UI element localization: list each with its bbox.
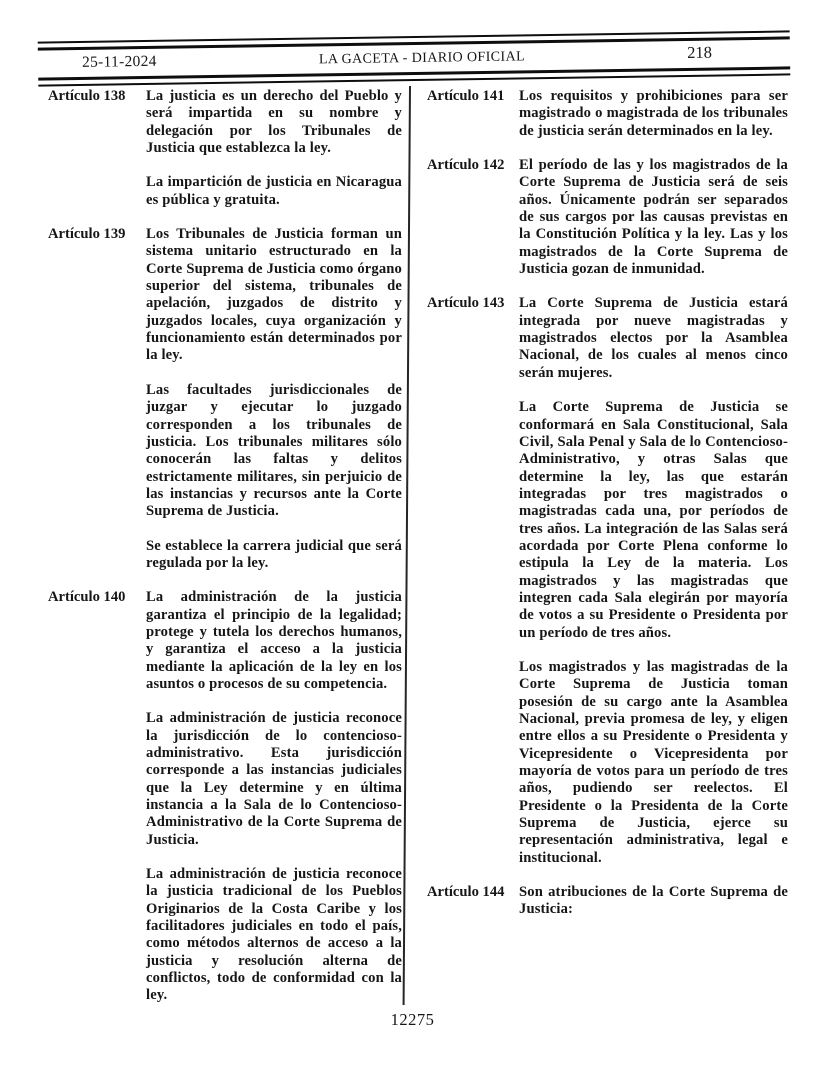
right-column (427, 88, 788, 919)
article-paragraph: Los magistrados y las magistradas de la Corte Suprema de Justicia toman posesión de su cargo ante la Asamblea Nacional, previa promesa de ley, y eligen entre ellos a su Presidente o Presidenta y Vicepresidente o Vicepresidenta por mayoría de votos para un período de tres años, pudiendo ser reelectos. El Presidente o la Presidenta de la Corte Suprema de Justicia, ejerce su representación administrativa, legal e institucional. (519, 658, 788, 866)
article-body (146, 226, 402, 572)
article-paragraph: Los Tribunales de Justicia forman un sistema unitario estructurado en la Corte Suprema de Justicia como órgano superior del sistema, tribunales de apelación, juzgados de distrito y juzgados locales, cuya organización y funcionamiento están determinados por la ley. (146, 226, 402, 364)
article-body (146, 589, 402, 1005)
article-paragraph: La justicia es un derecho del Pueblo y será impartida en su nombre y delegación por los Tribunales de Justicia que establezca la ley. (146, 88, 402, 157)
article-paragraph: Son atribuciones de la Corte Suprema de Justicia: (519, 884, 788, 918)
article-138 (48, 88, 402, 209)
article-139 (48, 226, 402, 572)
article-140 (48, 589, 402, 1005)
page-footer (0, 1010, 825, 1030)
article-number-label: Artículo 138 (48, 88, 126, 104)
article-paragraph: La administración de la justicia garantiza el principio de la legalidad; protege y tutela los derechos humanos, y garantiza el acceso a la justicia mediante la aplicación de la ley en los asuntos o procesos de su competencia. (146, 589, 402, 692)
header-page-number: 218 (687, 42, 713, 62)
footer-page-code: 12275 (390, 1010, 435, 1029)
left-column (48, 88, 402, 1005)
article-body (519, 295, 788, 867)
article-paragraph: Los requisitos y prohibiciones para ser magistrado o magistrada de los tribunales de justicia serán determinados en la ley. (519, 88, 788, 139)
article-paragraph: Se establece la carrera judicial que será regulada por la ley. (146, 537, 402, 571)
article-body (519, 88, 788, 140)
article-paragraph: La impartición de justicia en Nicaragua es pública y gratuita. (146, 174, 402, 208)
article-paragraph: La administración de justicia reconoce la justicia tradicional de los Pueblos Originarios de la Costa Caribe y los facilitadores judiciales en todo el país, como métodos alternos de acceso a la justicia y resolución alterna de conflictos, todo de conformidad con la ley. (146, 866, 402, 1004)
article-number-label: Artículo 143 (427, 295, 505, 312)
article-number-label: Artículo 139 (48, 226, 126, 243)
article-body (519, 884, 788, 919)
header-title: LA GACETA - DIARIO OFICIAL (318, 49, 526, 68)
page-header (38, 30, 791, 86)
article-number-label: Artículo 141 (427, 88, 505, 104)
article-paragraph: La Corte Suprema de Justicia estará integrada por nueve magistradas y magistrados electos por la Asamblea Nacional, de los cuales al menos cinco serán mujeres. (519, 295, 788, 381)
article-number-label: Artículo 140 (48, 589, 126, 606)
article-paragraph: La administración de justicia reconoce la jurisdicción de lo contencioso-administrativo. Esta jurisdicción corresponde a las instancias judiciales que la Ley determine y en última instancia a la Sala de lo Contencioso-Administrativo de la Corte Suprema de Justicia. (146, 710, 402, 848)
column-divider-rule (403, 86, 411, 1005)
article-number-label: Artículo 144 (427, 884, 505, 901)
article-paragraph: La Corte Suprema de Justicia se conformará en Sala Constitucional, Sala Civil, Sala Penal y Sala de lo Contencioso-Administrativo, y otras Salas que determine la ley, las que estarán integradas por tres magistrados o magistradas cada una, por períodos de tres años. La integración de las Salas será acordada por Corte Plena conforme lo estipula la Ley de la materia. Los magistrados y las magistradas que integren cada Sala elegirán por mayoría de votos a su Presidente o Presidenta por un período de tres años. (519, 399, 788, 641)
article-144 (427, 884, 788, 919)
article-paragraph: El período de las y los magistrados de la Corte Suprema de Justicia será de seis años. Únicamente podrán ser separados de sus cargos por las causas previstas en la Constitución Política y la ley. Las y los magistrados de la Corte Suprema de Justicia gozan de inmunidad. (519, 157, 788, 278)
article-143 (427, 295, 788, 867)
article-body (146, 88, 402, 209)
article-paragraph: Las facultades jurisdiccionales de juzgar y ejecutar lo juzgado corresponden a los tribunales de justicia. Los tribunales militares sólo conocerán las faltas y delitos estrictamente militares, sin perjuicio de las instancias y recursos ante la Corte Suprema de Justicia. (146, 381, 402, 520)
article-body (519, 157, 788, 278)
article-number-label: Artículo 142 (427, 157, 505, 174)
article-141 (427, 88, 788, 140)
article-142 (427, 157, 788, 278)
header-date: 25-11-2024 (81, 52, 157, 71)
